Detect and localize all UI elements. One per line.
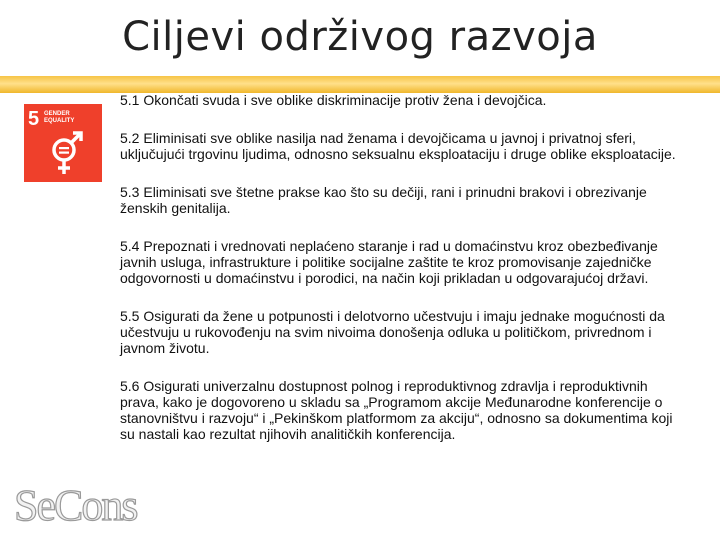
secons-logo <box>14 482 142 530</box>
sdg-label-line1: GENDER <box>44 111 70 117</box>
sdg-label <box>44 111 74 125</box>
gender-equality-icon <box>46 130 86 176</box>
list-item: 5.1 Okončati svuda i sve oblike diskriminacije protiv žena i devojčica. <box>120 92 547 108</box>
list-item: 5.6 Osigurati univerzalnu dostupnost polnog i reproduktivnog zdravlja i reproduktivnih prava, kako je dogovoreno u skladu sa „Programom akcije Međunarodne konferencije o stanovništvu i razvoju“ i „Pekinškom platformom za akciju“, odnosno sa dokumentima koji su nastali kao rezultat njihovih analitičkih konferencija. <box>120 378 673 442</box>
sdg-number: 5 <box>28 108 40 130</box>
list-item: 5.2 Eliminisati sve oblike nasilja nad ženama i devojčicama u javnoj i privatnoj sferi, uključujući trgovinu ljudima, odnosno seksualnu eksploataciju i druge oblike eksploatacije. <box>120 130 676 162</box>
target-list <box>120 92 690 464</box>
list-item: 5.3 Eliminisati sve štetne prakse kao što su dečiji, rani i prinudni brakovi i obrezivanje ženskih genitalija. <box>120 184 647 216</box>
title-accent-bar <box>0 76 720 93</box>
logo-text: SeCons <box>14 481 137 530</box>
page-title: Ciljevi održivog razvoja <box>122 14 598 60</box>
list-item: 5.4 Prepoznati i vrednovati neplaćeno staranje i rad u domaćinstvu kroz obezbeđivanje javnih usluga, infrastrukture i politike socijalne zaštite te kroz promovisanje zajedničke odgovornosti u domaćinstvu i porodici, na način koji prikladan u odgovarajućoj državi. <box>120 238 658 286</box>
sdg-5-tile <box>24 104 102 182</box>
sdg-label-line2: EQUALITY <box>44 118 75 124</box>
list-item: 5.5 Osigurati da žene u potpunosti i delotvorno učestvuju i imaju jednake mogućnosti da učestvuju u rukovođenju na svim nivoima donošenja odluka u političkom, privrednom i javnom životu. <box>120 308 665 356</box>
